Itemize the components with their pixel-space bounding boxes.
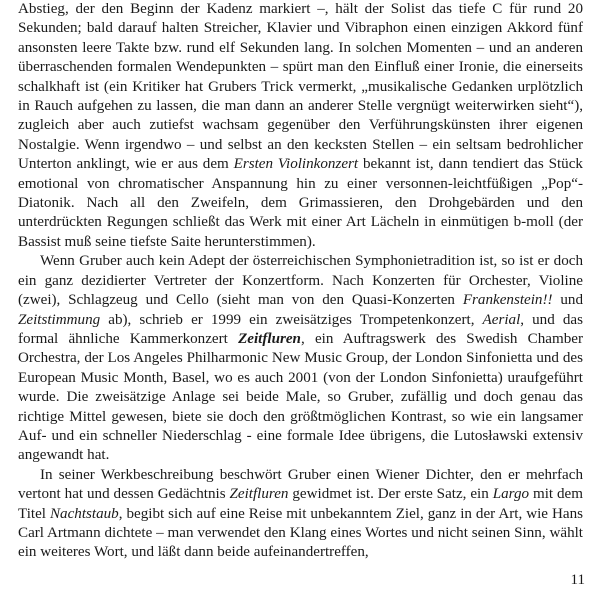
italic-text: Ersten Violinkonzert xyxy=(233,156,359,173)
text-run: , und das formal ähnliche Kammerkonzert xyxy=(18,311,583,347)
text-run: ab), schrieb er 1999 ein zweisätziges Trompetenkonzert, xyxy=(100,311,483,328)
text-run: Wenn Gruber auch kein Adept der österreichischen Symphonietradition ist, so ist er doch ein ganz dezidierter Vertreter der Konzertform. Nach Konzerten für Orchester, Violine (zwei), Schlagzeug und Cello (sieht man von den Quasi-Konzerten xyxy=(18,253,583,309)
paragraph-3 xyxy=(18,466,583,563)
text-run: , begibt sich auf eine Reise mit unbekanntem Ziel, ganz in der Art, wie Hans Carl Artmann dichtete – man verwendet den Klang eines Wortes und nicht seinen Sinn, wählt ein weiteres Wort, und läßt dann beide aufeinandertreffen, xyxy=(18,505,583,561)
text-run: Abstieg, der den Beginn der Kadenz markiert –, hält der Solist das tiefe C für rund 20 Sekunden; bald darauf halten Streicher, Klavier und Vibraphon einen einzigen Akkord fünf ansonsten leere Takte bzw. rund elf Sekunden lang. In solchen Momenten – und an anderen überraschenden formalen Wendepunkten – spürt man den Einfluß einer Ironie, die einerseits schalkhaft ist (ein Kritiker hat Grubers Trick vermerkt, „musikalische Gedanken urplötzlich in Rauch aufgehen zu lassen, die man dann an anderer Stelle vergnügt weiterwirken sieht“), zugleich aber auch zutiefst wachsam gegenüber den Verführungskünsten ihrer eigenen Nostalgie. Wenn irgendwo – und selbst an den kecksten Stellen – ein seltsam bedrohlicher Unterton anklingt, wie er aus dem xyxy=(18,1,583,173)
text-run: gewidmet ist. Der erste Satz, ein xyxy=(288,486,493,503)
page-body xyxy=(18,0,583,563)
text-run: bekannt ist, dann tendiert das Stück emotional von chromatischer Anspannung hin zu einer versonnen-leichtfüßigen „Pop“-Diatonik. Nach all den Zweifeln, dem Grimassieren, den Drohgebärden und den unterdrückten Regungen schließt das Werk mit einer Art Lächeln in einmütigen b-moll (der Bassist muß seine tiefste Saite herunterstimmen). xyxy=(18,156,583,250)
text-run: mit dem Titel xyxy=(18,486,583,522)
italic-text: Frankenstein!! xyxy=(462,292,553,309)
paragraph-2 xyxy=(18,252,583,465)
text-run: In seiner Werkbeschreibung beschwört Gruber einen Wiener Dichter, den er mehrfach vertont hat und dessen Gedächtnis xyxy=(18,466,583,503)
paragraph-1 xyxy=(18,0,583,252)
italic-text: Nachtstaub xyxy=(49,505,119,522)
text-run: und xyxy=(552,292,583,309)
page-number: 11 xyxy=(570,572,585,588)
italic-text: Zeitstimmung xyxy=(18,311,101,328)
text-run: , ein Auftragswerk des Swedish Chamber Orchestra, der Los Angeles Philharmonic New Music Group, der London Sinfonietta und des European Music Month, Basel, wo es auch 2001 (von der London Sinfonietta) uraufgeführt wurde. Die zweisätzige Anlage sei beide Male, so Gruber, zufällig und doch genau das richtige Mittel gewesen, biete sie doch den größtmöglichen Kontrast, so wie ein langsamer Auf- und ein schneller Niederschlag - eine formale Idee übrigens, die Lutosławski extensiv angewandt hat. xyxy=(18,330,583,464)
italic-text: Aerial xyxy=(482,311,521,328)
italic-text: Largo xyxy=(492,486,530,503)
bold-italic-text: Zeitfluren xyxy=(238,330,301,347)
italic-text: Zeitfluren xyxy=(229,486,289,503)
